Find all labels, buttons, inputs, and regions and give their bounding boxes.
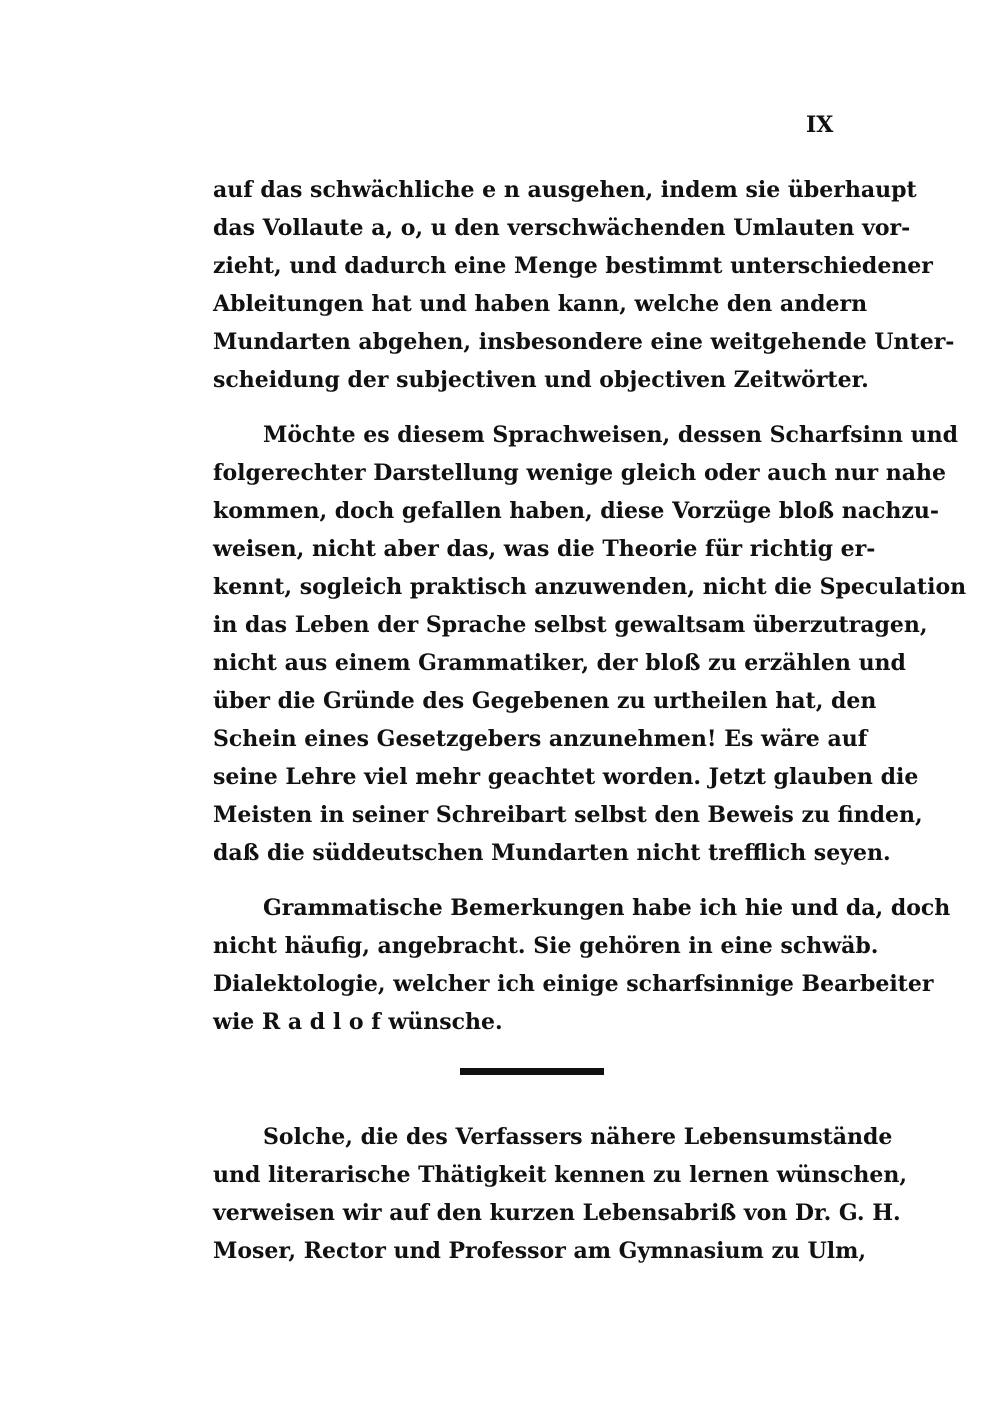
text-line: und literarische Thätigkeit kennen zu lernen wünschen, [213, 1162, 908, 1188]
page-number: IX [806, 112, 834, 138]
section-divider-rule [460, 1068, 604, 1075]
text-line: verweisen wir auf den kurzen Lebensabriß von Dr. G. H. [213, 1200, 901, 1226]
text-line: das Vollaute a, o, u den verschwächenden Umlauten vor- [213, 215, 911, 241]
text-line: scheidung der subjectiven und objectiven Zeitwörter. [213, 367, 869, 393]
text-line: Solche, die des Verfassers nähere Lebensumstände [263, 1124, 893, 1150]
text-line: Meisten in seiner Schreibart selbst den Beweis zu finden, [213, 802, 923, 828]
text-line: weisen, nicht aber das, was die Theorie für richtig er- [213, 536, 876, 562]
text-line: Dialektologie, welcher ich einige scharfsinnige Bearbeiter [213, 971, 934, 997]
text-line: in das Leben der Sprache selbst gewaltsam überzutragen, [213, 612, 928, 638]
text-line: Schein eines Gesetzgebers anzunehmen! Es wäre auf [213, 726, 868, 752]
text-line: nicht häufig, angebracht. Sie gehören in eine schwäb. [213, 933, 879, 959]
text-line: kennt, sogleich praktisch anzuwenden, nicht die Speculation [213, 574, 967, 600]
text-line: Ableitungen hat und haben kann, welche den andern [213, 291, 868, 317]
text-line: zieht, und dadurch eine Menge bestimmt unterschiedener [213, 253, 933, 279]
text-line: Mundarten abgehen, insbesondere eine weitgehende Unter- [213, 329, 955, 355]
text-line: folgerechter Darstellung wenige gleich oder auch nur nahe [213, 460, 947, 486]
text-line: über die Gründe des Gegebenen zu urtheilen hat, den [213, 688, 877, 714]
text-line: Grammatische Bemerkungen habe ich hie und da, doch [263, 895, 951, 921]
text-line: auf das schwächliche e n ausgehen, indem sie überhaupt [213, 177, 917, 203]
text-line: nicht aus einem Grammatiker, der bloß zu erzählen und [213, 650, 906, 676]
text-line: Möchte es diesem Sprachweisen, dessen Scharfsinn und [263, 422, 958, 448]
text-line: daß die süddeutschen Mundarten nicht trefflich seyen. [213, 840, 891, 866]
text-line: kommen, doch gefallen haben, diese Vorzüge bloß nachzu- [213, 498, 939, 524]
text-line: seine Lehre viel mehr geachtet worden. Jetzt glauben die [213, 764, 919, 790]
text-line: wie R a d l o f wünsche. [213, 1009, 503, 1035]
text-line: Moser, Rector und Professor am Gymnasium zu Ulm, [213, 1238, 867, 1264]
